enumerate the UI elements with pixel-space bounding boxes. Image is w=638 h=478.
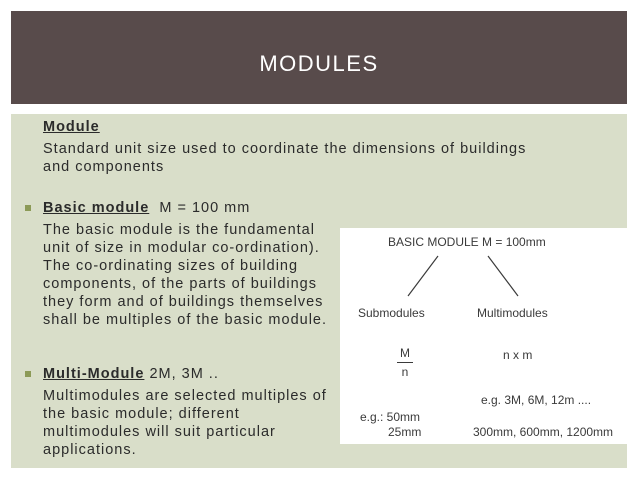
multimodules-label: Multimodules [477,306,548,320]
slide-title: MODULES [259,51,379,76]
bullet-icon [25,205,31,211]
example-left-line2: 25mm [388,425,422,439]
example-right-line1: e.g. 3M, 6M, 12m .... [481,393,592,407]
example-right-line2: 300mm, 600mm, 1200mm [473,425,614,439]
basic-module-line: unit of size in modular co-ordination). [43,240,320,256]
fraction-bar [397,362,413,363]
multi-module-label: Multi-Module [43,366,145,382]
fraction [397,346,413,379]
fraction-denominator: n [401,365,409,379]
module-diagram-image [340,228,637,444]
basic-module-line: components, of the parts of buildings [43,276,317,292]
module-heading-label: Module [43,119,100,135]
basic-module-label: Basic module [43,200,150,216]
multi-module-line: applications. [43,442,137,458]
submodules-label: Submodules [358,306,425,320]
fraction-numerator: M [400,346,410,360]
multi-module-line: the basic module; different [43,406,240,422]
bullet-icon [25,371,31,377]
multi-module-value: 2M, 3M .. [149,366,219,382]
basic-module-line: The co-ordinating sizes of building [43,258,299,274]
module-definition-line2: and components [43,159,165,175]
multi-module-heading [43,365,219,384]
multi-module-line: multimodules will suit particular [43,424,276,440]
basic-module-line: shall be multiples of the basic module. [43,312,328,328]
module-heading [43,118,100,137]
example-left-line1: e.g.: 50mm [360,410,421,424]
diagram-top-label: BASIC MODULE M = 100mm [388,235,546,249]
basic-module-line: they form and of buildings themselves [43,294,324,310]
title-bar [11,11,627,104]
basic-module-value: M = 100 mm [159,200,251,216]
n-times-m-label: n x m [503,348,533,362]
multi-module-line: Multimodules are selected multiples of [43,388,327,404]
basic-module-line: The basic module is the fundamental [43,222,315,238]
module-definition-line1: Standard unit size used to coordinate the dimensions of buildings [43,141,527,157]
basic-module-heading [43,199,250,218]
